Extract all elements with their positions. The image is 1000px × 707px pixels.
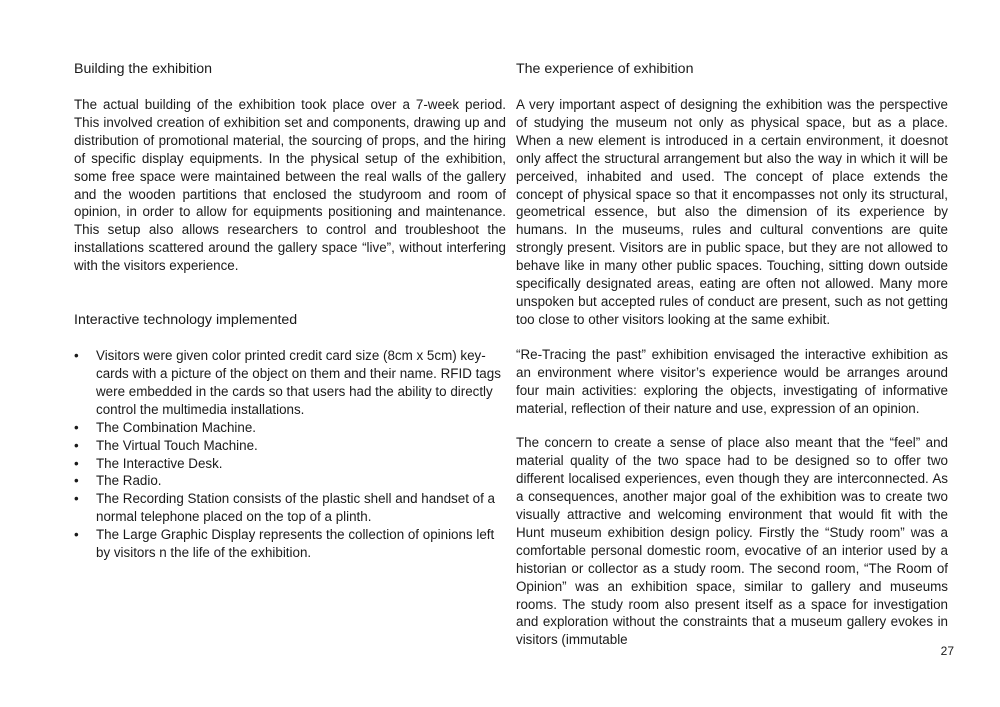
- building-heading: Building the exhibition: [74, 61, 213, 77]
- interactive-heading: Interactive technology implemented: [74, 312, 298, 329]
- experience-heading: The experience of exhibition: [516, 61, 694, 77]
- left-column: [74, 58, 506, 562]
- list-item-text: The Combination Machine.: [96, 419, 257, 435]
- experience-paragraph-3: The concern to create a sense of place also meant that the “feel” and material quality of the two space had to be designed so to offer two different localised experiences, even though they are interconnected. As a consequences, another major goal of the exhibition was to create two visually attractive and welcoming environment that would fit with the Hunt museum exhibition design policy. Firstly the “Study room” was a comfortable personal domestic room, evocative of an interior used by a historian or collector as a study room. The second room, “The Room of Opinion” was an exhibition space, similar to gallery and museums rooms. The study room also present itself as a space for investigation and exploration without the constraints that a museum gallery evokes in visitors (immutable: [516, 435, 948, 648]
- list-item: [74, 437, 506, 455]
- bullet-icon: •: [74, 491, 79, 507]
- list-item: [74, 526, 506, 562]
- interactive-list: [74, 347, 506, 562]
- bullet-icon: •: [74, 348, 79, 364]
- building-paragraph: The actual building of the exhibition took place over a 7-week period. This involved creation of exhibition set and components, drawing up and distribution of promotional material, the sourcing of props, and the hiring of specific display equipments. In the physical setup of the exhibition, some free space were maintained between the real walls of the gallery and the wooden partitions that enclosed the studyroom and room of opinion, in order to allow for equipments positioning and maintenance. This setup also allows researchers to control and troubleshoot the installations scattered around the gallery space “live”, without interfering with the visitors experience.: [74, 97, 506, 274]
- bullet-icon: •: [74, 437, 79, 453]
- experience-paragraph-2: “Re-Tracing the past” exhibition envisaged the interactive exhibition as an environment where visitor’s experience would be arranges around four main activities: exploring the objects, investigating of informative material, reflection of their nature and use, expression of an opinion.: [516, 346, 948, 416]
- list-item-text: The Interactive Desk.: [96, 455, 223, 471]
- list-item: [74, 347, 506, 419]
- bullet-icon: •: [74, 455, 79, 471]
- list-item-text: Visitors were given color printed credit card size (8cm x 5cm) keycards with a picture of the object on them and their name. RFID tags were embedded in the cards so that users had the ability to directly control the multimedia installations.: [96, 348, 501, 417]
- list-item-text: The Radio.: [96, 473, 162, 489]
- page-number: 27: [940, 644, 954, 658]
- list-item: [74, 419, 506, 437]
- list-item: [74, 455, 506, 473]
- bullet-icon: •: [74, 527, 79, 543]
- list-item-text: The Recording Station consists of the plastic shell and handset of a normal telephone placed on the top of a plinth.: [96, 491, 495, 525]
- experience-paragraph-1: A very important aspect of designing the exhibition was the perspective of studying the museum not only as physical space, but as a place. When a new element is introduced in a certain environment, it doesnot only affect the structural arrangement but also the way in which it will be perceived, inhabited and used. The concept of place extends the concept of physical space so that it encompasses not only its structural, geometrical essence, but also the dimension of its experience by humans. In the museums, rules and cultural conventions are quite strongly present. Visitors are in public space, but they are not allowed to behave like in many other public spaces. Touching, sitting down outside specifically designated areas, eating are often not allowed. Many more unspoken but accepted rules of conduct are present, such as not getting too close to other visitors looking at the same exhibit.: [516, 97, 948, 327]
- list-item: [74, 490, 506, 526]
- list-item-text: The Virtual Touch Machine.: [96, 437, 258, 453]
- right-column: [516, 58, 948, 649]
- bullet-icon: •: [74, 473, 79, 489]
- list-item: [74, 472, 506, 490]
- bullet-icon: •: [74, 419, 79, 435]
- list-item-text: The Large Graphic Display represents the collection of opinions left by visitors n the life of the exhibition.: [96, 527, 495, 561]
